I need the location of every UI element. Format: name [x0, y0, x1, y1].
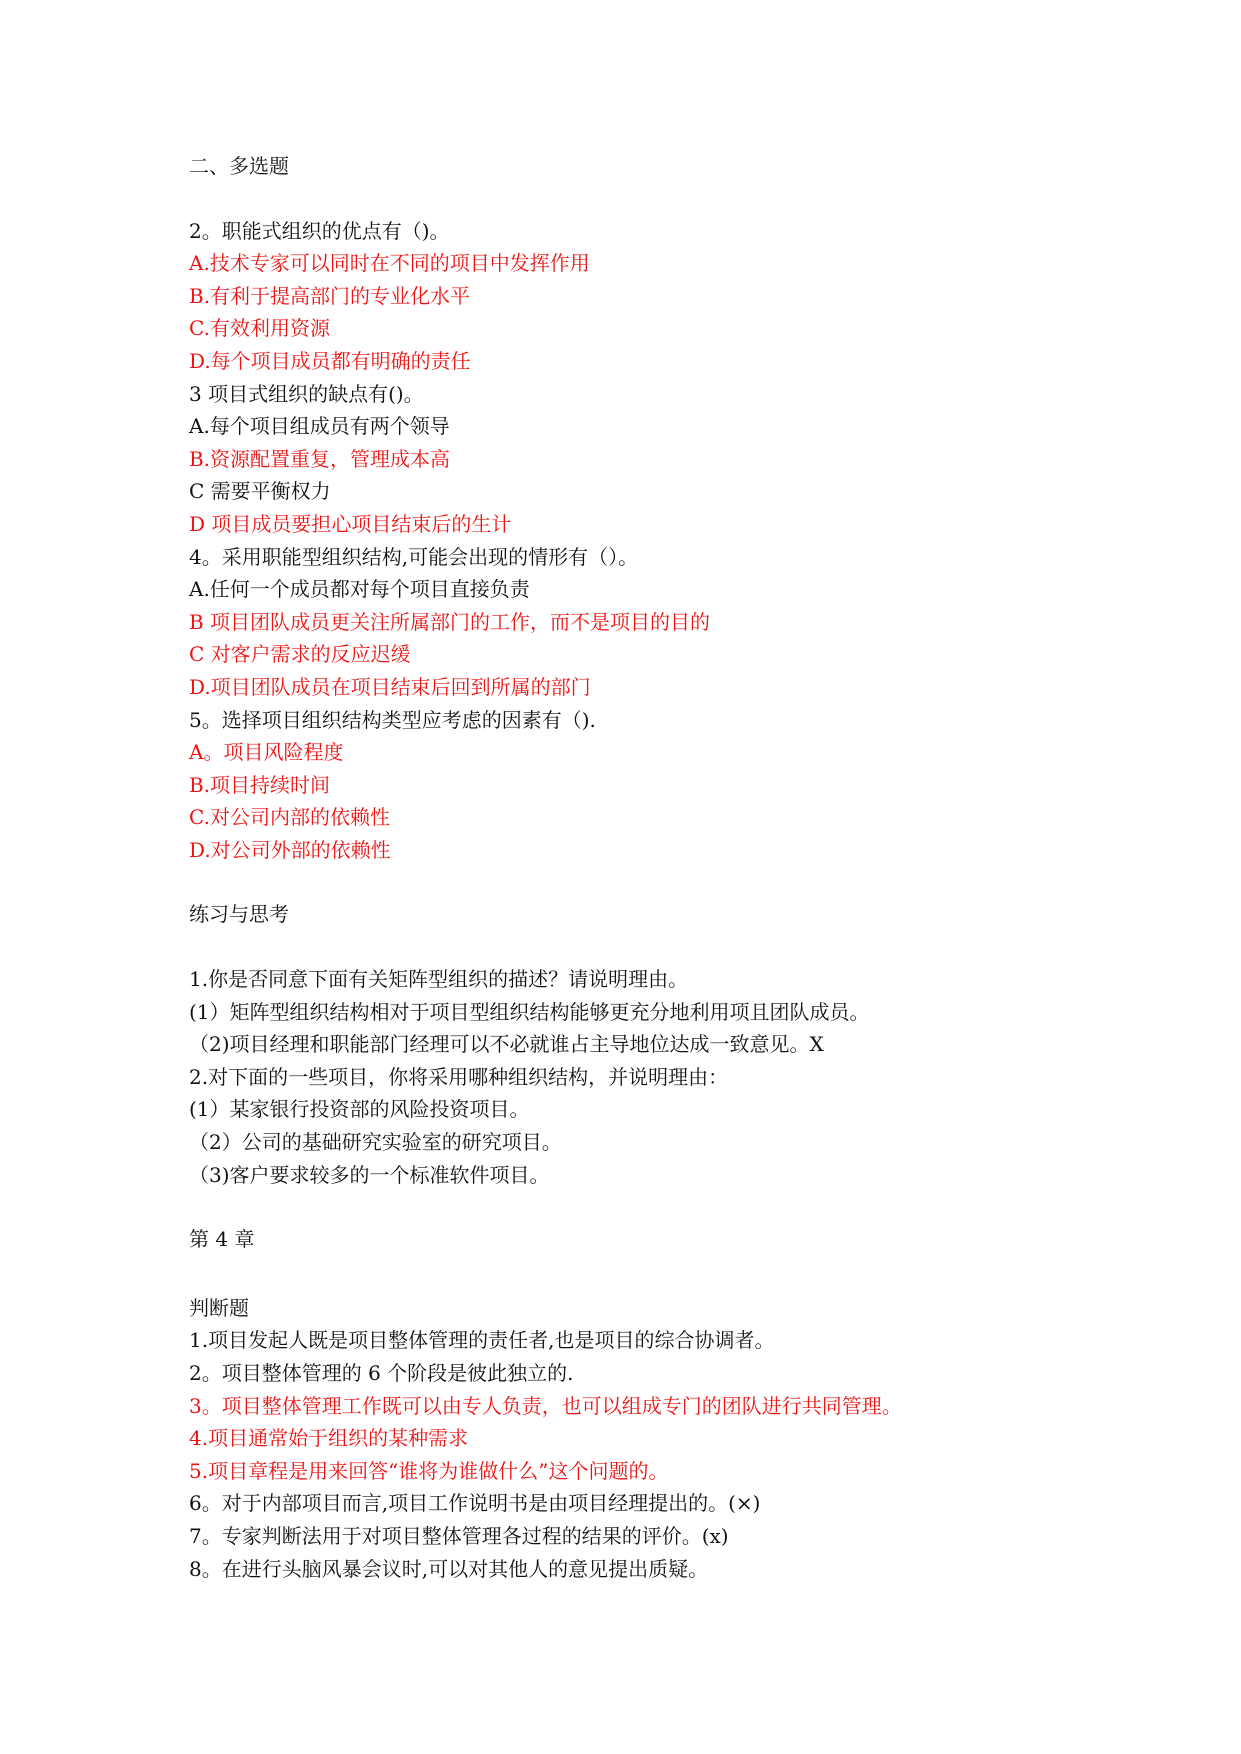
- answer-option: C.有效利用资源: [189, 316, 330, 341]
- section-heading-true-false: 判断题: [189, 1295, 249, 1320]
- answer-option: B.资源配置重复，管理成本高: [189, 446, 451, 471]
- document-body: [189, 150, 1189, 1585]
- answer-option: D.项目团队成员在项目结束后回到所属的部门: [189, 674, 591, 699]
- chapter-title: 第 4 章: [189, 1227, 255, 1252]
- practice-line: 1.你是否同意下面有关矩阵型组织的描述？请说明理由。: [189, 967, 689, 992]
- option: A.每个项目组成员有两个领导: [189, 414, 450, 439]
- answer-option: C.对公司内部的依赖性: [189, 805, 390, 830]
- judgement-item: 2。项目整体管理的 6 个阶段是彼此独立的.: [189, 1361, 574, 1385]
- practice-line: 2.对下面的一些项目，你将采用哪种组织结构，并说明理由：: [189, 1064, 729, 1089]
- practice-line: （2)项目经理和职能部门经理可以不必就谁占主导地位达成一致意见。X: [189, 1032, 824, 1057]
- answer-option: A.技术专家可以同时在不同的项目中发挥作用: [189, 251, 590, 276]
- practice-line: (1）矩阵型组织结构相对于项目型组织结构能够更充分地利用项且团队成员。: [189, 999, 870, 1024]
- section-heading-multiple-choice: 二、多选题: [189, 154, 289, 178]
- judgement-item: 8。在进行头脑风暴会议时,可以对其他人的意见提出质疑。: [189, 1556, 709, 1581]
- judgement-item-answer: 5.项目章程是用来回答“谁将为谁做什么”这个问题的。: [189, 1458, 669, 1483]
- answer-option: B.有利于提高部门的专业化水平: [189, 283, 471, 308]
- judgement-item-answer: 4.项目通常始于组织的某种需求: [189, 1426, 469, 1451]
- practice-line: (1）某家银行投资部的风险投资项目。: [189, 1097, 530, 1122]
- answer-option: C 对客户需求的反应迟缓: [189, 642, 411, 667]
- answer-option: B 项目团队成员更关注所属部门的工作，而不是项目的目的: [189, 609, 711, 634]
- option: C 需要平衡权力: [189, 479, 331, 504]
- judgement-item-answer: 3。项目整体管理工作既可以由专人负责，也可以组成专门的团队进行共同管理。: [189, 1393, 902, 1418]
- answer-option: D.每个项目成员都有明确的责任: [189, 348, 471, 373]
- practice-line: （2）公司的基础研究实验室的研究项目。: [189, 1130, 562, 1155]
- answer-option: A。项目风险程度: [189, 740, 344, 765]
- question-stem: 4。采用职能型组织结构,可能会出现的情形有（）。: [189, 544, 639, 569]
- answer-option: B.项目持续时间: [189, 772, 331, 797]
- judgement-item: 7。专家判断法用于对项目整体管理各过程的结果的评价。(x): [189, 1523, 729, 1548]
- judgement-item: 1.项目发起人既是项目整体管理的责任者,也是项目的综合协调者。: [189, 1328, 775, 1353]
- practice-line: （3)客户要求较多的一个标准软件项目。: [189, 1162, 550, 1187]
- question-stem: 5。选择项目组织结构类型应考虑的因素有（).: [189, 707, 596, 732]
- question-stem: 3 项目式组织的缺点有()。: [189, 381, 424, 406]
- section-heading-practice: 练习与思考: [189, 902, 289, 927]
- question-stem: 2。职能式组织的优点有（)。: [189, 218, 450, 243]
- answer-option: D.对公司外部的依赖性: [189, 837, 391, 862]
- option: A.任何一个成员都对每个项目直接负责: [189, 577, 530, 602]
- answer-option: D 项目成员要担心项目结束后的生计: [189, 511, 512, 536]
- judgement-item: 6。对于内部项目而言,项目工作说明书是由项目经理提出的。(×): [189, 1491, 761, 1516]
